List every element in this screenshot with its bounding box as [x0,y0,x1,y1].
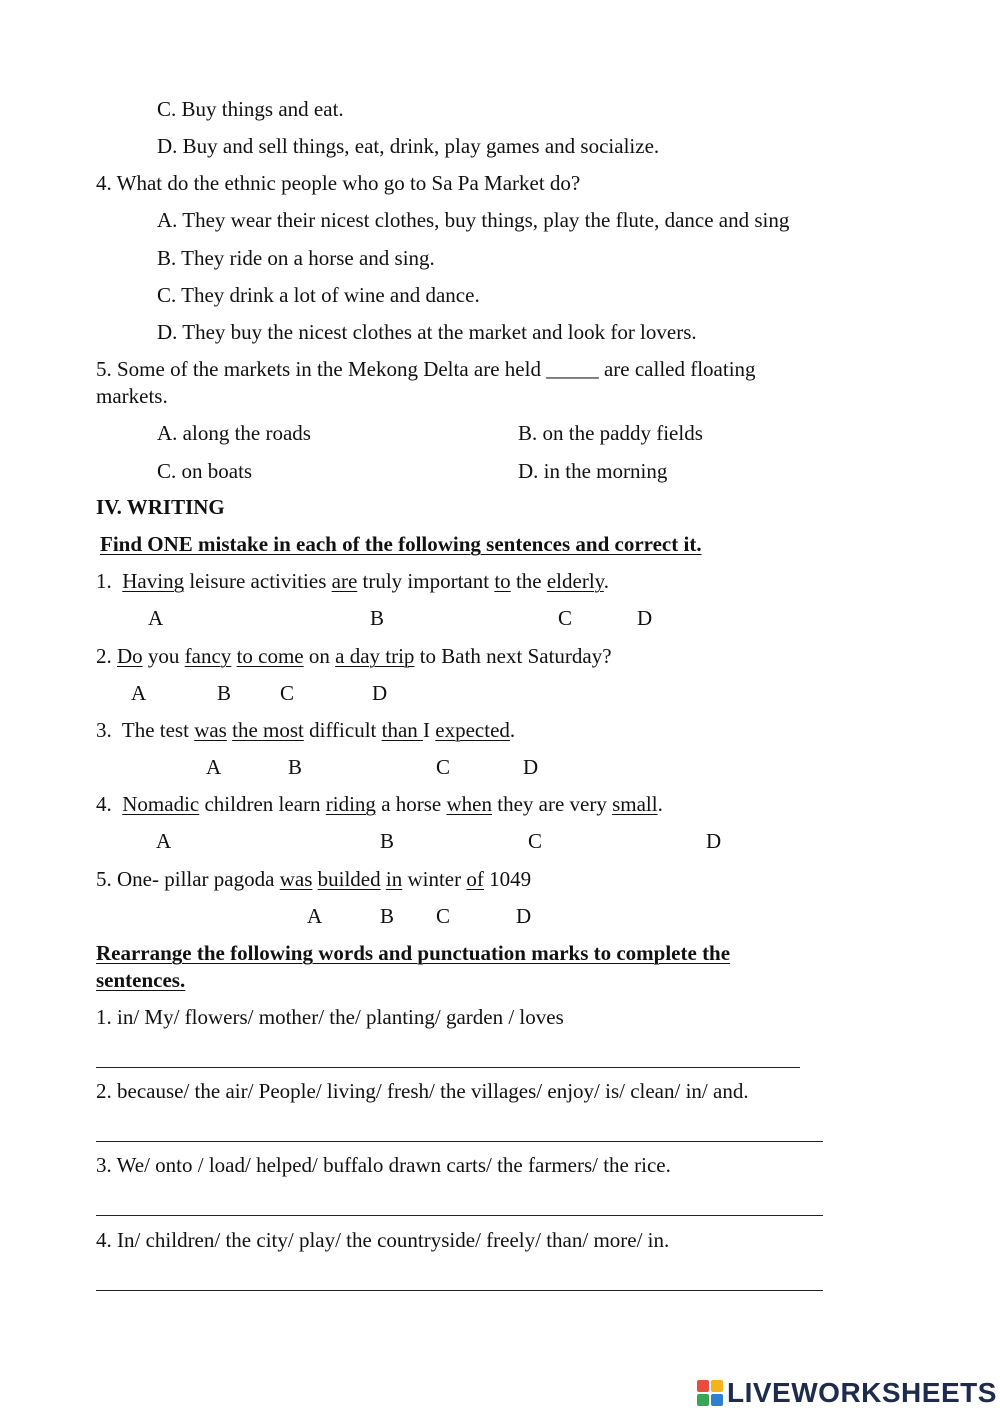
sentence-number: 4. [96,792,112,816]
text: winter [402,867,467,891]
text: the [510,569,547,593]
label-a: A [206,755,222,779]
label-d: D [516,904,532,928]
rearrange-instruction-line2: sentences. [96,968,186,992]
mistake-sentence-3 [96,717,515,743]
mistakes-instruction: Find ONE mistake in each of the following sentences and correct it. [100,532,702,556]
label-c: C [436,904,451,928]
q5-option-c: C. on boats [157,459,253,483]
underlined-word-c: to [494,569,511,593]
underlined-word-d: elderly [546,569,604,593]
underlined-word-d: expected [435,718,510,742]
text: to Bath next Saturday? [414,644,612,668]
text: on [303,644,336,668]
underlined-word-c: than [381,718,424,742]
q4-stem: 4. What do the ethnic people who go to Sa Pa Market do? [96,171,581,195]
underlined-word-b: are [331,569,358,593]
sentence-number: 3. [96,718,112,742]
text: children learn [199,792,326,816]
label-b: B [217,681,232,705]
text: leisure activities [184,569,332,593]
label-c: C [280,681,295,705]
sentence-number: 2. [96,644,117,668]
logo-tile [711,1394,723,1406]
underlined-word-a: Having [122,569,185,593]
text: . [603,569,610,593]
rearrange-instruction-line1: Rearrange the following words and punctuation marks to complete the [96,941,731,965]
answer-line-3[interactable] [96,1215,823,1216]
answer-line-2[interactable] [96,1141,823,1142]
text: . [509,718,516,742]
label-a: A [307,904,323,928]
logo-tile [711,1380,723,1392]
mistake-sentence-1 [96,568,609,594]
label-b: B [370,606,385,630]
text: you [142,644,185,668]
underlined-word-c: to come [236,644,304,668]
label-b: B [380,829,395,853]
label-a: A [148,606,164,630]
underlined-word-c: when [446,792,492,816]
underlined-word-b: riding [325,792,376,816]
q4-option-b: B. They ride on a horse and sing. [157,246,435,270]
label-b: B [380,904,395,928]
answer-line-1[interactable] [96,1067,800,1068]
label-d: D [706,829,722,853]
text: . [657,792,663,816]
rearrange-item-4: 4. In/ children/ the city/ play/ the countryside/ freely/ than/ more/ in. [96,1228,670,1252]
q5-option-b: B. on the paddy fields [518,421,703,445]
logo-tile [697,1394,709,1406]
underlined-word-b: fancy [184,644,232,668]
underlined-word-d: small [612,792,658,816]
label-a: A [131,681,147,705]
logo-tile [697,1380,709,1392]
q3-option-d: D. Buy and sell things, eat, drink, play games and socialize. [157,134,660,158]
q3-option-c: C. Buy things and eat. [157,97,344,121]
q4-option-d: D. They buy the nicest clothes at the market and look for lovers. [157,320,697,344]
q4-option-a: A. They wear their nicest clothes, buy things, play the flute, dance and sing [157,208,790,232]
underlined-word-b: the most [232,718,304,742]
mistake-sentence-4 [96,791,663,817]
q4-option-c: C. They drink a lot of wine and dance. [157,283,480,307]
underlined-word-c: in [385,867,403,891]
underlined-word-b: builded [317,867,381,891]
label-d: D [637,606,653,630]
text: they are very [492,792,613,816]
rearrange-item-3: 3. We/ onto / load/ helped/ buffalo drawn carts/ the farmers/ the rice. [96,1153,671,1177]
text: 5. One- pillar pagoda [96,867,280,891]
q5-stem-line2: markets. [96,384,168,408]
mistake-sentence-5 [96,866,531,892]
q5-stem-line1: 5. Some of the markets in the Mekong Delta are held _____ are called floating [96,357,756,381]
underlined-word-a: Do [117,644,143,668]
label-a: A [156,829,172,853]
text: difficult [303,718,382,742]
underlined-word-a: was [279,867,313,891]
logo-text: LIVEWORKSHEETS [727,1377,997,1408]
underlined-word-d: a day trip [335,644,415,668]
text: a horse [375,792,447,816]
rearrange-item-2: 2. because/ the air/ People/ living/ fresh/ the villages/ enjoy/ is/ clean/ in/ and. [96,1079,749,1103]
label-b: B [288,755,303,779]
sentence-number: 1. [96,569,112,593]
label-d: D [372,681,388,705]
label-d: D [523,755,539,779]
text: truly important [357,569,495,593]
label-c: C [436,755,451,779]
text: The test [121,718,195,742]
underlined-word-a: Nomadic [122,792,200,816]
text: I [423,718,436,742]
section-heading-writing: IV. WRITING [96,495,225,519]
label-c: C [558,606,573,630]
mistake-sentence-2 [96,643,612,669]
label-c: C [528,829,543,853]
logo-tiles-icon [697,1380,723,1406]
liveworksheets-logo [697,1376,997,1410]
text: 1049 [483,867,532,891]
underlined-word-d: of [466,867,484,891]
answer-line-4[interactable] [96,1290,823,1291]
q5-option-d: D. in the morning [518,459,668,483]
q5-option-a: A. along the roads [157,421,311,445]
underlined-word-a: was [194,718,227,742]
rearrange-item-1: 1. in/ My/ flowers/ mother/ the/ planting/ garden / loves [96,1005,564,1029]
